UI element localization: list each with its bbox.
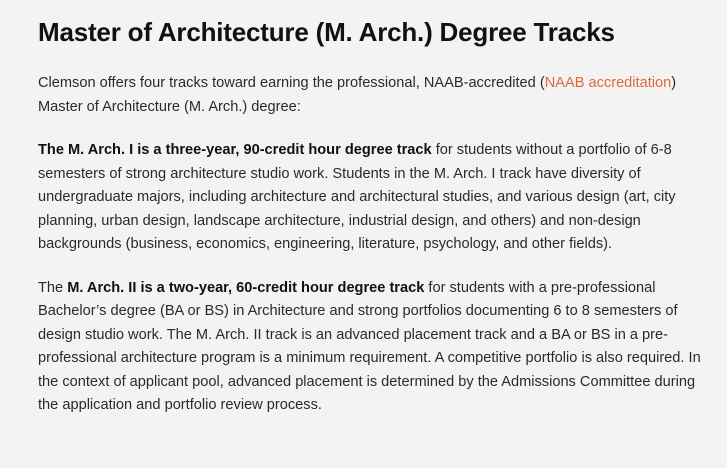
intro-text-after: ) Master of Architecture (M. Arch.) degree:: [38, 75, 677, 115]
intro-paragraph: [38, 72, 703, 119]
intro-text-before: Clemson offers four tracks toward earning the professional, NAAB-accredited (: [38, 75, 545, 91]
march2-description: for students with a pre-professional Bachelor’s degree (BA or BS) in Architecture and strong portfolios documenting 6 to 8 semesters of design studio work. The M. Arch. II track is an advanced placement track and a BA or BS in a pre-professional architecture program is a minimum requirement. A competitive portfolio is also required. In the context of applicant pool, advanced placement is determined by the Admissions Committee during the application and portfolio review process.: [38, 279, 701, 413]
march2-lead: The: [38, 279, 68, 296]
naab-accreditation-link[interactable]: NAAB accreditation: [544, 75, 672, 91]
march2-paragraph: [38, 277, 703, 418]
page-title: Master of Architecture (M. Arch.) Degree Tracks: [38, 17, 615, 47]
march1-paragraph: [38, 139, 703, 257]
march2-title: M. Arch. II is a two-year, 60-credit hour degree track: [67, 279, 425, 296]
march1-title: The M. Arch. I is a three-year, 90-credit hour degree track: [38, 142, 432, 158]
march1-description: for students without a portfolio of 6-8 semesters of strong architecture studio work. Students in the M. Arch. I track have diversity of undergraduate majors, including architecture and architectural studies, and various design (art, city planning, urban design, landscape architecture, industrial design, and others) and non-design backgrounds (business, economics, engineering, literature, psychology, and other fields).: [38, 142, 676, 252]
